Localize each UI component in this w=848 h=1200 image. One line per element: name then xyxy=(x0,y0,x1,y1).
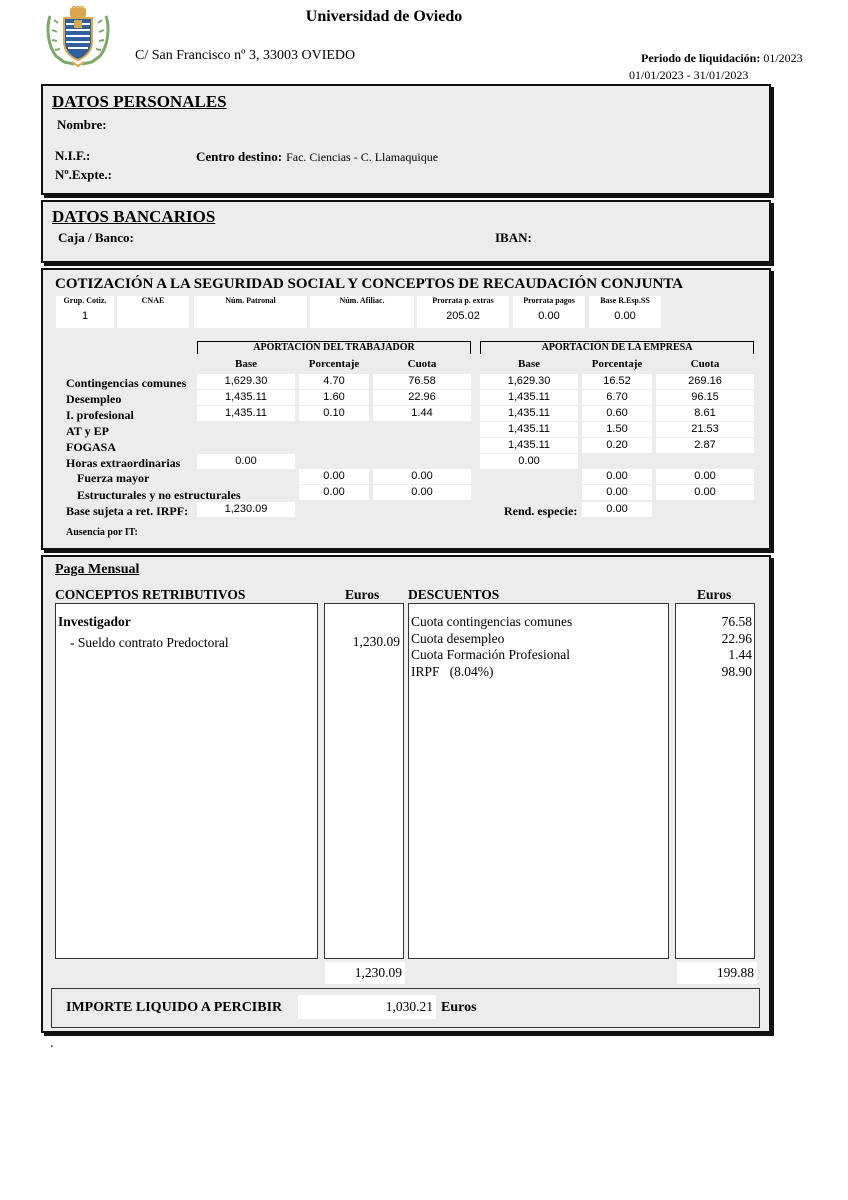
cell: 96.15 xyxy=(656,390,754,405)
row-label-horas: Horas extraordinarias xyxy=(66,456,181,470)
cell: 1,435.11 xyxy=(480,406,578,421)
row-label-contingencias: Contingencias comunes xyxy=(66,376,187,390)
company-base-header: Base xyxy=(518,358,540,370)
worker-contribution-header: APORTACIÓN DEL TRABAJADOR xyxy=(197,341,471,354)
sick-leave-label: Ausencia por IT: xyxy=(66,527,138,538)
footer-mark: . xyxy=(50,1036,54,1051)
deduction-label: Cuota Formación Profesional xyxy=(411,647,570,662)
in-kind-label: Rend. especie: xyxy=(504,504,578,518)
cell: 1,435.11 xyxy=(197,390,295,405)
cell: 0.00 xyxy=(299,485,369,500)
settlement-period xyxy=(641,51,803,66)
prorrata-extras-header: Prorrata p. extras xyxy=(432,296,494,305)
affiliation-number-box xyxy=(310,296,414,328)
group-cotiz-box xyxy=(56,296,114,328)
company-pct-header: Porcentaje xyxy=(591,358,643,370)
cell: 1,435.11 xyxy=(480,422,578,437)
cnae-header: CNAE xyxy=(141,296,165,305)
base-resp-value: 0.00 xyxy=(614,310,636,322)
cell: 2.87 xyxy=(656,438,754,453)
file-number-label: Nº.Expte.: xyxy=(55,167,113,182)
cell: 269.16 xyxy=(656,374,754,389)
row-label-fuerza: Fuerza mayor xyxy=(77,471,150,485)
cell: 22.96 xyxy=(373,390,471,405)
cell: 0.00 xyxy=(373,469,471,484)
university-name: Universidad de Oviedo xyxy=(305,8,463,25)
concept-label: - Sueldo contrato Predoctoral xyxy=(70,634,229,650)
company-cuota-header: Cuota xyxy=(690,358,720,370)
center-value: Fac. Ciencias - C. Llamaquique xyxy=(286,150,439,164)
cell: 1,629.30 xyxy=(480,374,578,389)
row-label-fogasa: FOGASA xyxy=(66,440,117,454)
cell: 0.10 xyxy=(299,406,369,421)
concept-group: Investigador xyxy=(58,614,131,629)
earnings-euros-header: Euros xyxy=(345,587,380,602)
bank-label: Caja / Banco: xyxy=(58,230,134,245)
cell: 1,435.11 xyxy=(480,390,578,405)
period-label: Periodo de liquidación: xyxy=(641,51,761,65)
irpf-base-label: Base sujeta a ret. IRPF: xyxy=(66,504,189,518)
cell: 16.52 xyxy=(582,374,652,389)
total-deductions: 199.88 xyxy=(677,962,757,984)
monthly-pay-panel xyxy=(41,555,771,1033)
cell: 4.70 xyxy=(299,374,369,389)
net-amount-box xyxy=(51,988,760,1028)
cell: 0.00 xyxy=(373,485,471,500)
personal-data-title: DATOS PERSONALES xyxy=(52,92,227,111)
personal-data-panel xyxy=(41,84,771,195)
worker-cuota-header: Cuota xyxy=(407,358,437,370)
cell: 0.60 xyxy=(582,406,652,421)
social-security-title: COTIZACIÓN A LA SEGURIDAD SOCIAL Y CONCEPTOS DE RECAUDACIÓN CONJUNTA xyxy=(55,276,684,292)
deduction-amount: 1.44 xyxy=(728,647,752,662)
deductions-header: DESCUENTOS xyxy=(408,587,500,602)
deduction-amount: 76.58 xyxy=(721,614,752,629)
cell: 0.00 xyxy=(656,485,754,500)
bank-data-title: DATOS BANCARIOS xyxy=(52,207,216,226)
in-kind-value: 0.00 xyxy=(582,502,652,517)
cell: 0.00 xyxy=(656,469,754,484)
center-label: Centro destino: xyxy=(196,149,283,164)
cell: 0.00 xyxy=(480,454,578,469)
cell: 0.20 xyxy=(582,438,652,453)
period-value: 01/2023 xyxy=(763,51,803,65)
concepts-column xyxy=(55,603,318,959)
prorrata-pagos-box xyxy=(513,296,585,328)
name-label: Nombre: xyxy=(57,117,107,132)
cnae-box xyxy=(117,296,189,328)
cell: 0.00 xyxy=(299,469,369,484)
deduction-label: Cuota desempleo xyxy=(411,630,505,646)
cell: 1.50 xyxy=(582,422,652,437)
cell: 1,435.11 xyxy=(480,438,578,453)
deduction-amount: 98.90 xyxy=(721,663,752,679)
worker-base-header: Base xyxy=(235,358,257,370)
total-earnings: 1,230.09 xyxy=(325,962,405,984)
deductions-euros-header: Euros xyxy=(697,587,732,602)
period-range: 01/01/2023 - 31/01/2023 xyxy=(629,68,749,82)
cell: 0.00 xyxy=(582,469,652,484)
concepts-header: CONCEPTOS RETRIBUTIVOS xyxy=(55,587,246,602)
net-amount-label: IMPORTE LIQUIDO A PERCIBIR xyxy=(66,1000,283,1015)
cell: 1.60 xyxy=(299,390,369,405)
iban-label: IBAN: xyxy=(495,230,532,245)
row-label-desempleo: Desempleo xyxy=(66,392,122,406)
base-resp-box xyxy=(589,296,661,328)
prorrata-pagos-header: Prorrata pagos xyxy=(523,296,575,305)
prorrata-pagos-value: 0.00 xyxy=(538,310,560,322)
employer-number-header: Núm. Patronal xyxy=(225,296,276,305)
group-cotiz-value: 1 xyxy=(81,310,89,322)
destination-center xyxy=(196,148,438,166)
nif-label: N.I.F.: xyxy=(55,148,91,163)
monthly-pay-title: Paga Mensual xyxy=(55,562,140,577)
row-label-iprof: I. profesional xyxy=(66,408,134,422)
deduction-amount: 22.96 xyxy=(721,630,752,646)
net-amount-currency: Euros xyxy=(441,1000,477,1015)
prorrata-extras-box xyxy=(417,296,509,328)
group-cotiz-header: Grup. Cotiz. xyxy=(63,296,107,305)
cell: 0.00 xyxy=(197,454,295,469)
bank-data-panel xyxy=(41,200,771,263)
row-label-estructurales: Estructurales y no estructurales xyxy=(77,488,241,502)
concept-amount: 1,230.09 xyxy=(352,634,400,649)
cell: 6.70 xyxy=(582,390,652,405)
cell: 76.58 xyxy=(373,374,471,389)
cell: 1,435.11 xyxy=(197,406,295,421)
deductions-column xyxy=(408,603,669,959)
earnings-column xyxy=(324,603,404,959)
prorrata-extras-value: 205.02 xyxy=(446,310,480,322)
worker-pct-header: Porcentaje xyxy=(308,358,360,370)
social-security-panel xyxy=(41,268,771,550)
cell: 0.00 xyxy=(582,485,652,500)
university-address: C/ San Francisco nº 3, 33003 OVIEDO xyxy=(135,48,356,63)
company-contribution-header: APORTACIÓN DE LA EMPRESA xyxy=(480,341,754,354)
cell: 21.53 xyxy=(656,422,754,437)
net-amount-value: 1,030.21 xyxy=(298,995,436,1019)
irpf-base-value: 1,230.09 xyxy=(197,502,295,517)
row-label-atep: AT y EP xyxy=(66,424,109,438)
deduction-label: Cuota contingencias comunes xyxy=(411,614,573,629)
cell: 1,629.30 xyxy=(197,374,295,389)
deduction-label: IRPF (8.04%) xyxy=(411,663,494,679)
cell: 8.61 xyxy=(656,406,754,421)
affiliation-number-header: Núm. Afiliac. xyxy=(339,296,385,305)
cell: 1.44 xyxy=(373,406,471,421)
base-resp-header: Base R.Esp.SS xyxy=(600,296,650,305)
deductions-amount-column xyxy=(675,603,755,959)
employer-number-box xyxy=(194,296,307,328)
